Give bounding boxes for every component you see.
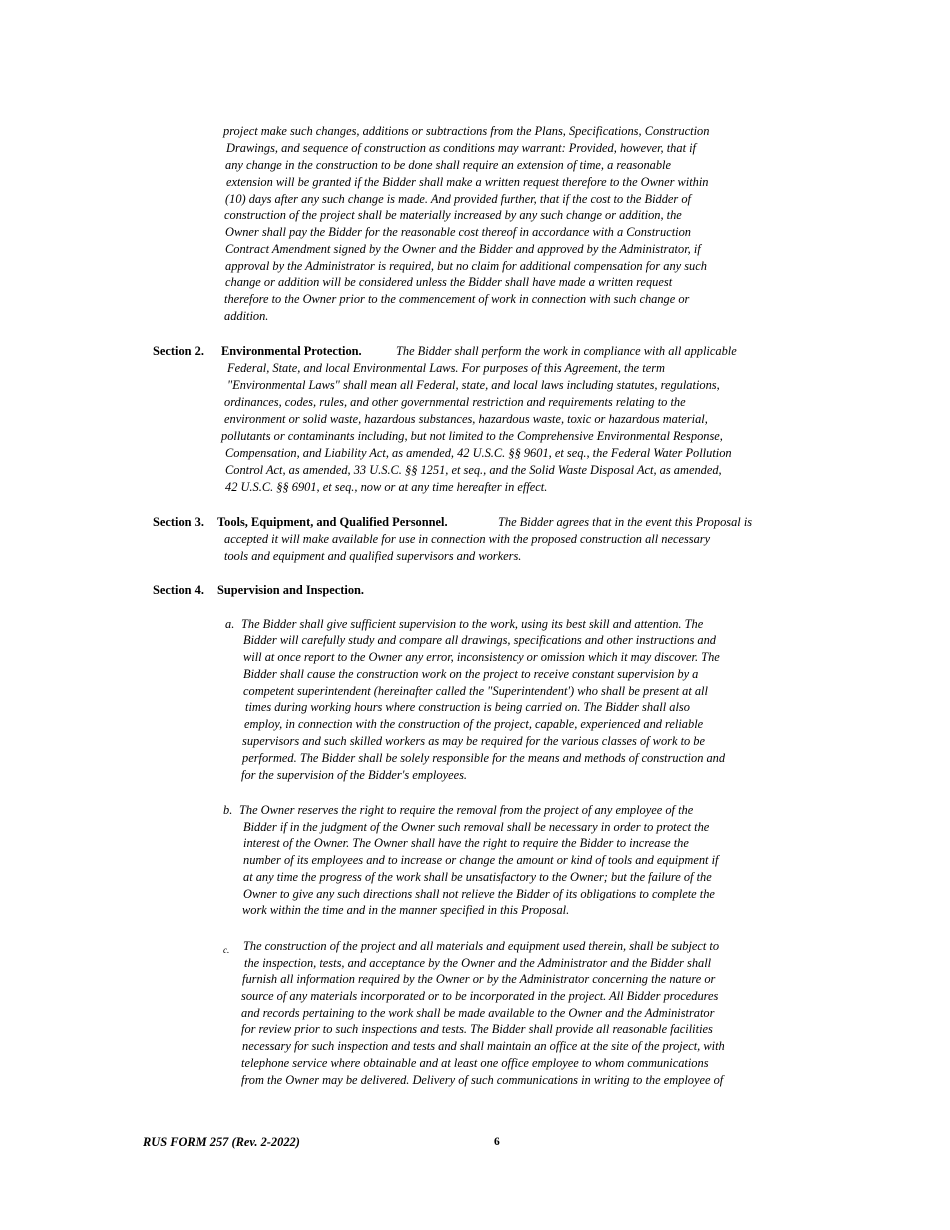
section-3-first-line: The Bidder agrees that in the event this Proposal is bbox=[498, 515, 753, 529]
intro-line: Owner shall pay the Bidder for the reasonable cost thereof in accordance with a Construction bbox=[225, 225, 691, 239]
intro-line: Drawings, and sequence of construction as conditions may warrant: Provided, however, that if bbox=[226, 141, 696, 155]
item-a-line: will at once report to the Owner any error, inconsistency or omission which it may discover. The bbox=[243, 650, 720, 664]
section-4-label: Section 4. bbox=[153, 583, 204, 597]
item-a-line: competent superintendent (hereinafter called the "Superintendent') who shall be present at all bbox=[243, 684, 708, 698]
section-3-label: Section 3. bbox=[153, 515, 204, 529]
section-2-line: "Environmental Laws" shall mean all Federal, state, and local laws including statutes, regulations, bbox=[227, 378, 720, 392]
item-a-first-line: The Bidder shall give sufficient supervision to the work, using its best skill and attention. The bbox=[241, 617, 704, 631]
intro-line: Contract Amendment signed by the Owner and the Bidder and approved by the Administrator, if bbox=[225, 242, 701, 256]
item-a-marker: a. bbox=[225, 617, 235, 631]
item-b-line: at any time the progress of the work shall be unsatisfactory to the Owner; but the failure of the bbox=[243, 870, 712, 884]
intro-line: any change in the construction to be done shall require an extension of time, a reasonable bbox=[225, 158, 671, 172]
item-b-line: number of its employees and to increase or change the amount or kind of tools and equipment if bbox=[243, 853, 719, 867]
section-2-label: Section 2. bbox=[153, 344, 204, 358]
section-3-title: Tools, Equipment, and Qualified Personnel. bbox=[217, 515, 448, 529]
item-a-line: employ, in connection with the construction of the project, capable, experienced and reliable bbox=[244, 717, 704, 731]
intro-line: change or addition will be considered unless the Bidder shall have made a written request bbox=[225, 275, 673, 289]
intro-line: addition. bbox=[224, 309, 269, 323]
item-c-line: for review prior to such inspections and tests. The Bidder shall provide all reasonable facilities bbox=[241, 1022, 713, 1036]
footer-form-number: RUS FORM 257 (Rev. 2-2022) bbox=[143, 1135, 300, 1149]
item-b-line: Owner to give any such directions shall not relieve the Bidder of its obligations to complete the bbox=[243, 887, 715, 901]
item-c-line: furnish all information required by the Owner or by the Administrator concerning the nature or bbox=[242, 972, 716, 986]
item-a-line: Bidder shall cause the construction work on the project to receive constant supervision by a bbox=[243, 667, 699, 681]
item-a-line: for the supervision of the Bidder's employees. bbox=[241, 768, 467, 782]
item-c-line: necessary for such inspection and tests and shall maintain an office at the site of the project, with bbox=[242, 1039, 725, 1053]
item-c-line: telephone service where obtainable and at least one office employee to whom communications bbox=[241, 1056, 709, 1070]
item-a-line: Bidder will carefully study and compare all drawings, specifications and other instructions and bbox=[243, 633, 716, 647]
intro-line: extension will be granted if the Bidder shall make a written request therefore to the Owner within bbox=[226, 175, 709, 189]
item-c-line: and records pertaining to the work shall be made available to the Owner and the Administrator bbox=[241, 1006, 715, 1020]
item-b-marker: b. bbox=[223, 803, 233, 817]
section-3-line: tools and equipment and qualified supervisors and workers. bbox=[224, 549, 522, 563]
intro-line: therefore to the Owner prior to the commencement of work in connection with such change or bbox=[224, 292, 690, 306]
item-c-first-line: The construction of the project and all materials and equipment used therein, shall be subject to bbox=[243, 939, 720, 953]
section-2-line: Control Act, as amended, 33 U.S.C. §§ 1251, et seq., and the Solid Waste Disposal Act, as amended, bbox=[225, 463, 722, 477]
item-c-line: from the Owner may be delivered. Delivery of such communications in writing to the employee of bbox=[241, 1073, 724, 1087]
section-2-line: pollutants or contaminants including, but not limited to the Comprehensive Environmental Response, bbox=[221, 429, 723, 443]
item-a-line: supervisors and such skilled workers as may be required for the various classes of work to be bbox=[242, 734, 705, 748]
section-2-line: ordinances, codes, rules, and other governmental restriction and requirements relating to the bbox=[224, 395, 686, 409]
section-2-line: Federal, State, and local Environmental Laws. For purposes of this Agreement, the term bbox=[227, 361, 665, 375]
item-c-line: the inspection, tests, and acceptance by the Owner and the Administrator and the Bidder shall bbox=[244, 956, 712, 970]
item-b-line: work within the time and in the manner specified in this Proposal. bbox=[242, 903, 570, 917]
section-4-title: Supervision and Inspection. bbox=[217, 583, 365, 597]
intro-line: approval by the Administrator is required, but no claim for additional compensation for any such bbox=[225, 259, 707, 273]
item-b-first-line: The Owner reserves the right to require the removal from the project of any employee of the bbox=[239, 803, 694, 817]
item-c-line: source of any materials incorporated or to be incorporated in the project. All Bidder procedures bbox=[241, 989, 719, 1003]
intro-line: (10) days after any such change is made. And provided further, that if the cost to the Bidder of bbox=[225, 192, 691, 206]
section-2-line: 42 U.S.C. §§ 6901, et seq., now or at any time hereafter in effect. bbox=[225, 480, 548, 494]
item-c-marker: c. bbox=[223, 945, 230, 955]
section-2-line: Compensation, and Liability Act, as amended, 42 U.S.C. §§ 9601, et seq., the Federal Water Pollution bbox=[225, 446, 732, 460]
section-2-first-line: The Bidder shall perform the work in compliance with all applicable bbox=[396, 344, 737, 358]
item-b-line: Bidder if in the judgment of the Owner such removal shall be necessary in order to protect the bbox=[243, 820, 710, 834]
intro-line: construction of the project shall be materially increased by any such change or addition, the bbox=[224, 208, 682, 222]
item-a-line: times during working hours where construction is being carried on. The Bidder shall also bbox=[245, 700, 690, 714]
section-3-line: accepted it will make available for use in connection with the proposed construction all necessary bbox=[224, 532, 711, 546]
section-2-title: Environmental Protection. bbox=[221, 344, 362, 358]
item-b-line: interest of the Owner. The Owner shall have the right to require the Bidder to increase the bbox=[243, 836, 689, 850]
intro-line: project make such changes, additions or subtractions from the Plans, Specifications, Construction bbox=[223, 124, 710, 138]
section-2-line: environment or solid waste, hazardous substances, hazardous waste, toxic or hazardous material, bbox=[224, 412, 708, 426]
item-a-line: performed. The Bidder shall be solely responsible for the means and methods of construction and bbox=[242, 751, 726, 765]
page-number: 6 bbox=[494, 1136, 500, 1148]
